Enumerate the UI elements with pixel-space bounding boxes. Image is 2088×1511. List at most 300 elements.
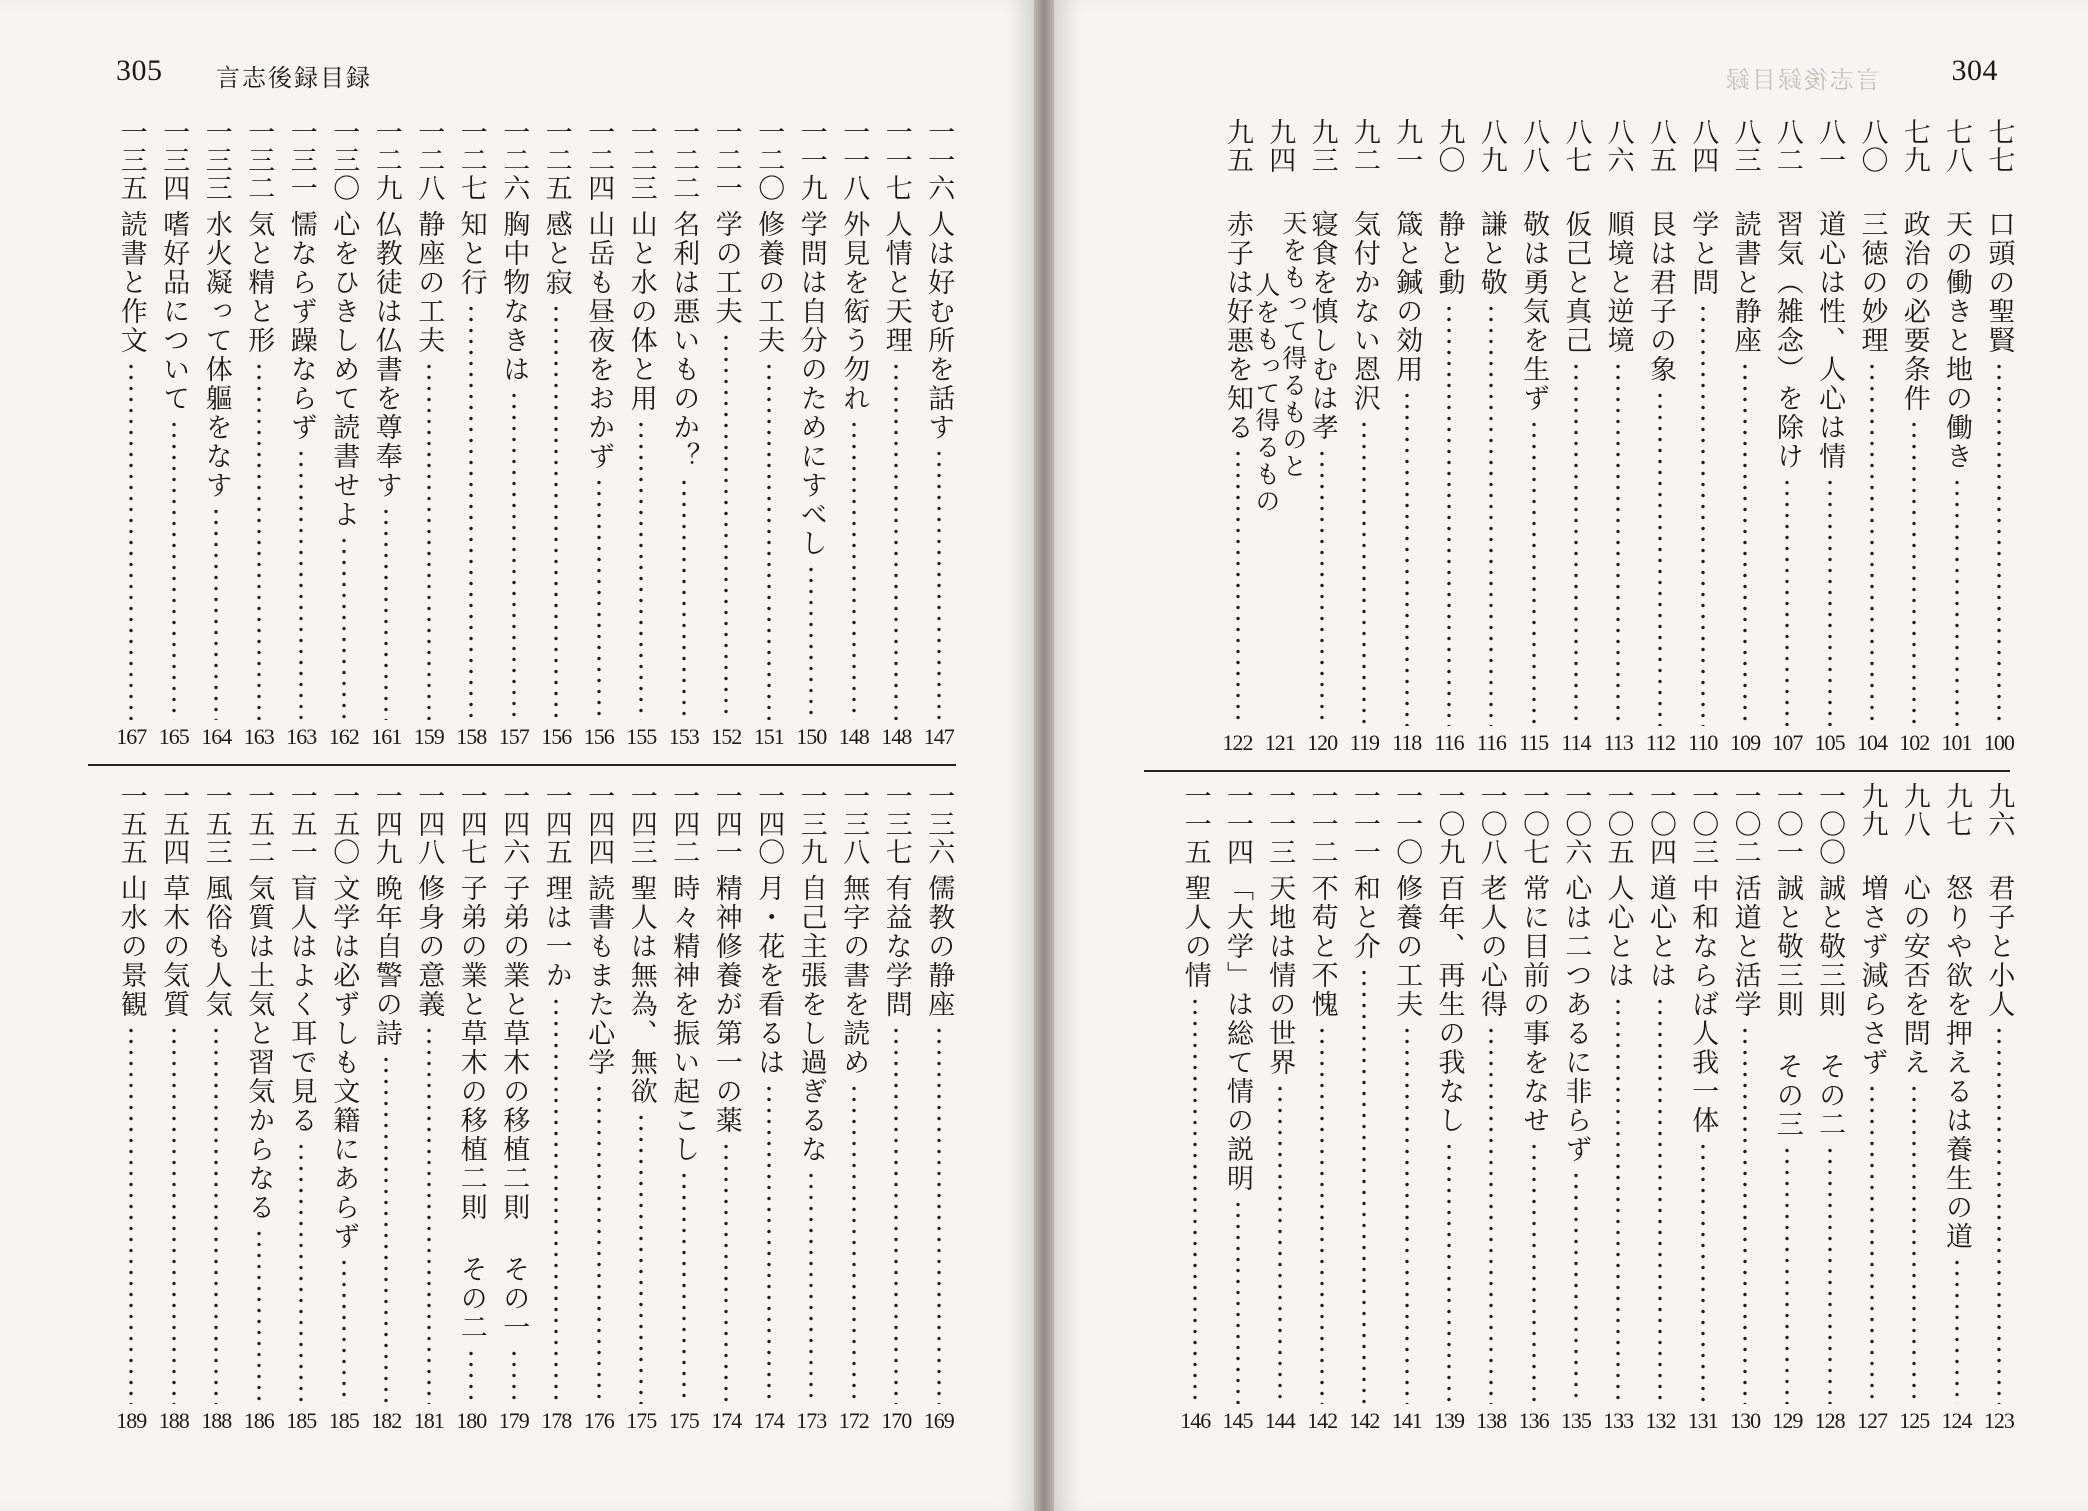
entry-title: 政治の必要条件 — [1898, 210, 1930, 413]
dot-leader — [1870, 1083, 1874, 1404]
entry-page-number: 189 — [116, 1408, 147, 1433]
dot-leader — [427, 361, 431, 720]
toc-entry — [663, 782, 706, 1438]
entry-title: 嗜好品について — [158, 210, 190, 413]
toc-entry — [238, 782, 281, 1438]
toc-entry — [408, 118, 451, 754]
entry-number: 一四八 — [413, 782, 445, 866]
entry-title: 敬は勇気を生ず — [1518, 210, 1550, 413]
entry-number: 一〇三 — [1687, 782, 1719, 866]
dot-leader — [1785, 1145, 1789, 1404]
entry-title: 気付かない恩沢 — [1348, 210, 1380, 413]
entry-title: 学問は自分のためにすべし — [795, 210, 827, 558]
toc-entry — [323, 782, 366, 1438]
toc-entry — [408, 782, 451, 1438]
dot-leader — [384, 506, 388, 720]
entry-page-number: 181 — [413, 1408, 444, 1433]
entry-number: 一五五 — [115, 782, 147, 866]
toc-entry — [1724, 782, 1766, 1438]
entry-number: 一二九 — [370, 118, 402, 202]
dot-leader — [1658, 996, 1662, 1404]
dot-leader — [597, 1083, 601, 1404]
entry-page-number: 185 — [328, 1408, 359, 1433]
entry-number: 一二八 — [413, 118, 445, 202]
running-title: 言志後録目録 — [216, 64, 372, 92]
toc-entry — [1512, 782, 1554, 1438]
dot-leader — [427, 1025, 431, 1404]
entry-number: 一三二 — [243, 118, 275, 202]
toc-entry — [790, 782, 833, 1438]
entry-title: 仮己と真己 — [1560, 210, 1592, 355]
entry-title: 順境と逆境 — [1602, 210, 1634, 355]
entry-page-number: 115 — [1518, 730, 1549, 755]
entry-number: 一一五 — [1179, 782, 1211, 866]
entry-title: 気質は土気と習気からなる — [243, 874, 275, 1222]
right-page — [1054, 0, 2088, 1511]
entry-number: 九八 — [1898, 782, 1930, 838]
toc-entry — [493, 118, 536, 754]
toc-entry — [1893, 118, 1935, 760]
entry-number: 八五 — [1644, 118, 1676, 174]
dot-leader — [1828, 1145, 1832, 1404]
entry-page-number: 124 — [1941, 1408, 1972, 1433]
entry-number: 一二七 — [455, 118, 487, 202]
entry-number: 七八 — [1941, 118, 1973, 174]
entry-title: 学の工夫 — [710, 210, 742, 326]
toc-entry — [790, 118, 833, 754]
entry-number: 九一 — [1391, 118, 1423, 174]
entry-number: 一一一 — [1348, 782, 1380, 866]
entry-number: 九〇 — [1433, 118, 1465, 174]
entry-title: 読書と作文 — [115, 210, 147, 355]
left-page — [0, 0, 1034, 1511]
entry-title: 「大学」は総て情の説明 — [1222, 874, 1253, 1193]
dot-leader — [1658, 390, 1662, 726]
toc-entry — [153, 782, 196, 1438]
entry-number: 一五一 — [285, 782, 317, 866]
toc-entry — [1809, 118, 1851, 760]
entry-title: 天の働きと地の働き — [1941, 210, 1973, 471]
entry-page-number: 155 — [626, 724, 657, 749]
entry-number: 一二四 — [583, 118, 615, 202]
entry-title: 静と動 — [1433, 210, 1465, 297]
dot-leader — [1828, 477, 1832, 726]
entry-page-number: 133 — [1603, 1408, 1634, 1433]
toc-entry — [1893, 782, 1935, 1438]
entry-number: 一二二 — [668, 118, 700, 202]
entry-page-number: 153 — [668, 724, 699, 749]
entry-page-number: 150 — [796, 724, 827, 749]
entry-number: 一二三 — [625, 118, 657, 202]
toc-entry — [365, 118, 408, 754]
dot-leader — [1405, 390, 1409, 726]
entry-number: 一一三 — [1264, 782, 1296, 866]
entry-number: 一三〇 — [328, 118, 360, 202]
toc-entry — [1935, 118, 1977, 760]
toc-entry — [578, 782, 621, 1438]
entry-number: 八八 — [1518, 118, 1550, 174]
entry-title: 時々精神を振い起こし — [668, 874, 700, 1164]
dot-leader — [1743, 361, 1747, 726]
dot-leader — [1701, 1141, 1705, 1404]
toc-entry — [1555, 782, 1597, 1438]
dot-leader — [894, 1025, 898, 1404]
entry-title: 気と精と形 — [243, 210, 275, 355]
entry-title: 不苟と不愧 — [1306, 874, 1338, 1019]
dot-leader — [682, 1170, 686, 1404]
entry-page-number: 162 — [328, 724, 359, 749]
entry-title: 活道と活学 — [1729, 874, 1761, 1019]
dot-leader — [1489, 303, 1493, 726]
toc-entry — [1851, 782, 1893, 1438]
entry-page-number: 138 — [1476, 1408, 1507, 1433]
entry-title: 理は一か — [540, 874, 572, 990]
entry-title: 老人の心得 — [1475, 874, 1507, 1019]
entry-number: 八二 — [1771, 118, 1803, 174]
toc-entry — [1597, 782, 1639, 1438]
entry-title: 寝食を慎しむは孝 — [1306, 210, 1338, 442]
entry-title: 知と行 — [455, 210, 487, 297]
toc-block-lower-right — [1174, 782, 2020, 1438]
dot-leader — [1955, 477, 1959, 726]
entry-title: 中和ならば人我一体 — [1687, 874, 1719, 1135]
dot-leader — [469, 303, 473, 720]
entry-number: 九九 — [1856, 782, 1888, 838]
dot-leader — [937, 1025, 941, 1404]
entry-title: 胸中物なきは — [498, 210, 530, 384]
entry-title-continued: 人をもって得るもの — [1251, 272, 1281, 515]
dot-leader — [129, 1025, 133, 1404]
entry-number: 九二 — [1348, 118, 1380, 174]
toc-block-upper-left — [110, 118, 960, 754]
entry-page-number: 142 — [1307, 1408, 1338, 1433]
toc-entry — [1724, 118, 1766, 760]
dot-leader — [1701, 303, 1705, 726]
entry-number: 一〇〇 — [1814, 782, 1846, 866]
entry-title: 盲人はよく耳で見る — [285, 874, 317, 1135]
entry-page-number: 175 — [626, 1408, 657, 1433]
entry-page-number: 116 — [1476, 730, 1506, 755]
toc-entry — [110, 782, 153, 1438]
toc-entry — [918, 118, 961, 754]
entry-number: 一四四 — [583, 782, 615, 866]
entry-number: 九五 — [1222, 118, 1253, 174]
entry-title: 聖人の情 — [1179, 874, 1211, 990]
entry-number: 八〇 — [1856, 118, 1888, 174]
dot-leader — [1405, 1025, 1409, 1404]
entry-page-number: 188 — [201, 1408, 232, 1433]
entry-page-number: 104 — [1856, 730, 1887, 755]
toc-entry — [493, 782, 536, 1438]
toc-entry — [1935, 782, 1977, 1438]
entry-number: 九四 — [1264, 118, 1296, 174]
entry-page-number: 185 — [286, 1408, 317, 1433]
show-through-running-title: 言志後録目録 — [1724, 66, 1880, 94]
entry-page-number: 157 — [498, 724, 529, 749]
entry-title: 怒りや欲を押えるは養生の道 — [1941, 874, 1973, 1251]
entry-page-number: 107 — [1772, 730, 1803, 755]
toc-entry — [535, 782, 578, 1438]
dot-leader — [172, 1025, 176, 1404]
toc-entry — [323, 118, 366, 754]
entry-number: 九七 — [1941, 782, 1973, 838]
entry-page-number: 119 — [1349, 730, 1379, 755]
entry-page-number: 148 — [881, 724, 912, 749]
entry-number: 一三三 — [200, 118, 232, 202]
dot-leader — [639, 419, 643, 720]
toc-entry — [705, 118, 748, 754]
entry-title: 名利は悪いものか？ — [668, 210, 700, 471]
toc-entry — [1428, 118, 1470, 760]
entry-page-number: 136 — [1518, 1408, 1549, 1433]
dot-leader — [1489, 1025, 1493, 1404]
entry-number: 一五〇 — [328, 782, 360, 866]
entry-page-number: 132 — [1645, 1408, 1676, 1433]
toc-entry — [1301, 782, 1343, 1438]
entry-title: 箴と鍼の効用 — [1391, 210, 1423, 384]
entry-number: 一一八 — [838, 118, 870, 202]
entry-number: 一二一 — [710, 118, 742, 202]
entry-title: 誠と敬三則 その三 — [1771, 874, 1803, 1139]
dot-leader — [1320, 448, 1324, 726]
toc-entry — [110, 118, 153, 754]
entry-number: 一二〇 — [753, 118, 785, 202]
toc-entry — [620, 782, 663, 1438]
toc-entry — [748, 782, 791, 1438]
dot-leader — [1574, 361, 1578, 726]
dot-leader — [214, 1025, 218, 1404]
dot-leader — [767, 361, 771, 720]
entry-title: 誠と敬三則 その二 — [1814, 874, 1846, 1139]
dot-leader — [129, 361, 133, 720]
dot-leader — [894, 361, 898, 720]
entry-page-number: 167 — [116, 724, 147, 749]
entry-page-number: 135 — [1560, 1408, 1591, 1433]
entry-number: 一三六 — [923, 782, 955, 866]
entry-number: 一一六 — [923, 118, 955, 202]
toc-entry — [833, 782, 876, 1438]
entry-number: 一一四 — [1222, 782, 1253, 866]
entry-number: 一〇五 — [1602, 782, 1634, 866]
dot-leader — [1912, 419, 1916, 726]
entry-number: 七九 — [1898, 118, 1930, 174]
toc-entry — [195, 118, 238, 754]
entry-page-number: 129 — [1772, 1408, 1803, 1433]
dot-leader — [1447, 303, 1451, 726]
entry-number: 八三 — [1729, 118, 1761, 174]
entry-title: 感と寂 — [540, 210, 572, 297]
entry-title: 晩年自警の詩 — [370, 874, 402, 1048]
entry-page-number: 148 — [838, 724, 869, 749]
toc-entry — [1301, 118, 1343, 760]
entry-title: 和と介 — [1348, 874, 1380, 961]
entry-page-number: 172 — [838, 1408, 869, 1433]
toc-entry — [748, 118, 791, 754]
entry-page-number: 142 — [1349, 1408, 1380, 1433]
entry-title: 心は二つあるに非らず — [1560, 874, 1592, 1164]
entry-page-number: 130 — [1730, 1408, 1761, 1433]
dot-leader — [1912, 1083, 1916, 1404]
entry-title: 百年、再生の我なし — [1433, 874, 1465, 1135]
dot-leader — [937, 448, 941, 720]
entry-number: 一一二 — [1306, 782, 1338, 866]
toc-entry — [1766, 118, 1808, 760]
entry-number: 一〇二 — [1729, 782, 1761, 866]
entry-page-number: 164 — [201, 724, 232, 749]
toc-entry — [663, 118, 706, 754]
dot-leader — [214, 506, 218, 720]
toc-entry — [1512, 118, 1554, 760]
dot-leader — [1362, 419, 1366, 726]
entry-title: 精神修養が第一の薬 — [710, 874, 742, 1135]
entry-page-number: 123 — [1983, 1408, 2014, 1433]
dot-leader — [682, 477, 686, 720]
entry-title: 人は好む所を話す — [923, 210, 955, 442]
dot-leader — [1532, 1141, 1536, 1404]
entry-page-number: 156 — [583, 724, 614, 749]
dot-leader — [512, 390, 516, 720]
entry-title: 君子と小人 — [1983, 874, 2015, 1019]
entry-page-number: 186 — [243, 1408, 274, 1433]
entry-number: 一〇九 — [1433, 782, 1465, 866]
page-number-left: 305 — [116, 54, 163, 87]
toc-entry — [918, 782, 961, 1438]
toc-entry — [1766, 782, 1808, 1438]
entry-title: 子弟の業と草木の移植二則 その一 — [498, 874, 530, 1342]
entry-page-number: 147 — [923, 724, 954, 749]
entry-title: 人情と天理 — [880, 210, 912, 355]
entry-number: 一四九 — [370, 782, 402, 866]
entry-page-number: 173 — [796, 1408, 827, 1433]
entry-page-number: 100 — [1983, 730, 2014, 755]
entry-page-number: 146 — [1180, 1408, 1211, 1433]
dot-leader — [469, 1348, 473, 1404]
entry-number: 一四〇 — [753, 782, 785, 866]
entry-number: 一一〇 — [1391, 782, 1423, 866]
entry-title: 修養の工夫 — [1391, 874, 1423, 1019]
entry-title: 口頭の聖賢 — [1983, 210, 2015, 355]
toc-entry — [195, 782, 238, 1438]
dot-leader — [852, 419, 856, 720]
toc-entry — [1470, 118, 1512, 760]
entry-page-number: 101 — [1941, 730, 1972, 755]
entry-title: 道心とは — [1644, 874, 1676, 990]
entry-number: 一三九 — [795, 782, 827, 866]
entry-page-number: 110 — [1688, 730, 1718, 755]
entry-title: 外見を衒う勿れ — [838, 210, 870, 413]
toc-entry — [1597, 118, 1639, 760]
toc-entry — [1386, 782, 1428, 1438]
entry-page-number: 122 — [1222, 730, 1253, 755]
section-divider-left — [88, 764, 956, 766]
entry-page-number: 151 — [753, 724, 784, 749]
toc-entry — [1470, 782, 1512, 1438]
dot-leader — [1193, 996, 1197, 1404]
entry-number: 一一九 — [795, 118, 827, 202]
entry-number: 一四二 — [668, 782, 700, 866]
dot-leader — [512, 1348, 516, 1404]
entry-page-number: 141 — [1391, 1408, 1422, 1433]
entry-page-number: 179 — [498, 1408, 529, 1433]
toc-entry — [1251, 118, 1308, 760]
entry-page-number: 188 — [158, 1408, 189, 1433]
entry-page-number: 165 — [158, 724, 189, 749]
entry-title: 風俗も人気 — [200, 874, 232, 1019]
dot-leader — [1616, 361, 1620, 726]
section-divider-right — [1144, 770, 2010, 772]
entry-page-number: 178 — [541, 1408, 572, 1433]
entry-number: 一四七 — [455, 782, 487, 866]
entry-title: 水火凝って体軀をなす — [200, 210, 232, 500]
toc-entry — [1809, 782, 1851, 1438]
entry-title: 文学は必ずしも文籍にあらず — [328, 874, 360, 1251]
entry-page-number: 139 — [1433, 1408, 1464, 1433]
entry-title: 謙と敬 — [1475, 210, 1507, 297]
toc-entry — [578, 118, 621, 754]
dot-leader — [257, 1228, 261, 1404]
entry-number: 八一 — [1814, 118, 1846, 174]
entry-title: 習気（雑念）を除け — [1771, 210, 1803, 471]
entry-page-number: 131 — [1687, 1408, 1718, 1433]
entry-number: 一五二 — [243, 782, 275, 866]
toc-entry — [1682, 782, 1724, 1438]
dot-leader — [809, 564, 813, 720]
entry-page-number: 116 — [1434, 730, 1464, 755]
entry-number: 一〇一 — [1771, 782, 1803, 866]
entry-title: 静座の工夫 — [413, 210, 445, 355]
toc-entry — [365, 782, 408, 1438]
entry-page-number: 114 — [1561, 730, 1591, 755]
toc-entry — [1978, 782, 2020, 1438]
entry-title: 仏教徒は仏書を尊奉す — [370, 210, 402, 500]
entry-number: 一三七 — [880, 782, 912, 866]
toc-entry — [875, 118, 918, 754]
dot-leader — [1616, 996, 1620, 1404]
entry-page-number: 174 — [753, 1408, 784, 1433]
dot-leader — [1955, 1257, 1959, 1404]
dot-leader — [1997, 361, 2001, 726]
toc-entry — [1174, 782, 1216, 1438]
entry-title: 学と問 — [1687, 210, 1719, 297]
entry-title: 山と水の体と用 — [625, 210, 657, 413]
entry-title: 聖人は無為、無欲 — [625, 874, 657, 1106]
entry-number: 一五四 — [158, 782, 190, 866]
entry-title: 修身の意義 — [413, 874, 445, 1019]
entry-page-number: 144 — [1264, 1408, 1295, 1433]
dot-leader — [257, 361, 261, 720]
entry-title-group — [1251, 202, 1308, 732]
dot-leader — [1320, 1025, 1324, 1404]
dot-leader — [384, 1054, 388, 1404]
toc-entry — [1639, 118, 1681, 760]
entry-title: 読書もまた心学 — [583, 874, 615, 1077]
entry-number: 一三四 — [158, 118, 190, 202]
entry-number: 八七 — [1560, 118, 1592, 174]
dot-leader — [1362, 967, 1366, 1404]
dot-leader — [1278, 1083, 1282, 1404]
entry-number: 八六 — [1602, 118, 1634, 174]
entry-title: 三徳の妙理 — [1856, 210, 1888, 355]
entry-page-number: 127 — [1856, 1408, 1887, 1433]
entry-title: 艮は君子の象 — [1644, 210, 1676, 384]
dot-leader — [1870, 361, 1874, 726]
entry-number: 九六 — [1983, 782, 2015, 838]
toc-entry — [705, 782, 748, 1438]
entry-title: 赤子は好悪を知る — [1222, 210, 1253, 442]
dot-leader — [639, 1112, 643, 1404]
entry-page-number: 169 — [923, 1408, 954, 1433]
dot-leader — [597, 477, 601, 720]
